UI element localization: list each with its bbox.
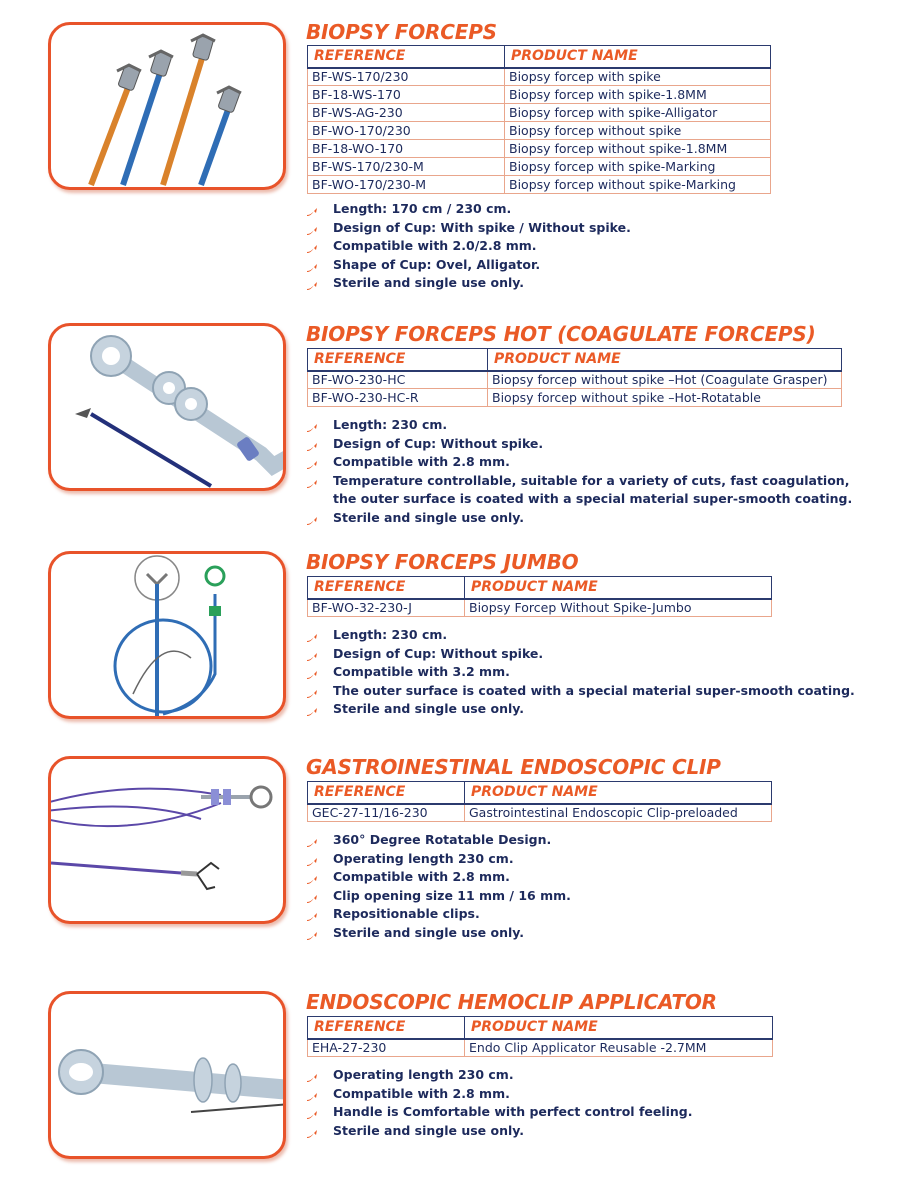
feature-text: Compatible with 2.8 mm. (333, 869, 510, 884)
feature-text: Length: 170 cm / 230 cm. (333, 201, 512, 216)
feature-text: Temperature controllable, suitable for a variety of cuts, fast coagulation, the outer surface is coated with a special material super-smooth coating. (333, 472, 853, 506)
list-item (306, 219, 631, 238)
reference-table (307, 348, 842, 407)
product-name-cell: Biopsy forcep with spike-Marking (505, 158, 771, 176)
reference-cell: BF-WS-AG-230 (308, 104, 505, 122)
product-name-cell: Biopsy forcep with spike-Alligator (505, 104, 771, 122)
list-item (306, 700, 855, 719)
feature-list (306, 831, 571, 942)
product-image-biopsy-forceps (48, 22, 286, 190)
product-image-endoscopic-clip (48, 756, 286, 924)
feature-text: Compatible with 3.2 mm. (333, 664, 510, 679)
feature-text: 360° Degree Rotatable Design. (333, 832, 552, 847)
bullet-arrow-icon (306, 909, 318, 919)
bullet-arrow-icon (306, 891, 318, 901)
product-name-cell: Biopsy forcep without spike –Hot-Rotatable (488, 389, 842, 407)
product-name-cell: Biopsy forcep with spike (505, 68, 771, 86)
list-item (306, 682, 855, 701)
list-item (306, 509, 876, 528)
reference-cell: GEC-27-11/16-230 (308, 804, 465, 822)
reference-cell: EHA-27-230 (308, 1039, 465, 1057)
table-row (308, 599, 772, 617)
reference-cell: BF-18-WO-170 (308, 140, 505, 158)
table-row (308, 122, 771, 140)
bullet-arrow-icon (306, 835, 318, 845)
bullet-arrow-icon (306, 420, 318, 430)
list-item (306, 831, 571, 850)
reference-cell: BF-WO-230-HC-R (308, 389, 488, 407)
list-item (306, 868, 571, 887)
table-row (308, 371, 842, 389)
bullet-arrow-icon (306, 872, 318, 882)
table-row (308, 86, 771, 104)
product-name-cell: Biopsy forcep without spike-Marking (505, 176, 771, 194)
feature-text: Sterile and single use only. (333, 701, 525, 716)
product-name-cell: Biopsy Forcep Without Spike-Jumbo (465, 599, 772, 617)
list-item (306, 905, 571, 924)
section-title: BIOPSY FORCEPS HOT (COAGULATE FORCEPS) (306, 322, 816, 346)
bullet-arrow-icon (306, 223, 318, 233)
list-item (306, 924, 571, 943)
feature-list (306, 626, 855, 719)
section-title: GASTROINESTINAL ENDOSCOPIC CLIP (306, 755, 721, 779)
bullet-arrow-icon (306, 704, 318, 714)
bullet-arrow-icon (306, 928, 318, 938)
list-item (306, 274, 631, 293)
bullet-arrow-icon (306, 278, 318, 288)
bullet-arrow-icon (306, 260, 318, 270)
list-item (306, 200, 631, 219)
bullet-arrow-icon (306, 686, 318, 696)
product-name-cell: Gastrointestinal Endoscopic Clip-preloaded (465, 804, 772, 822)
feature-text: Length: 230 cm. (333, 417, 448, 432)
feature-text: The outer surface is coated with a special material super-smooth coating. (333, 682, 855, 698)
list-item (306, 887, 571, 906)
list-item (306, 472, 876, 509)
table-row (308, 176, 771, 194)
feature-text: Compatible with 2.0/2.8 mm. (333, 238, 537, 253)
feature-text: Sterile and single use only. (333, 924, 525, 940)
bullet-arrow-icon (306, 439, 318, 449)
list-item (306, 850, 571, 869)
feature-text: Sterile and single use only. (333, 1122, 525, 1138)
list-item (306, 435, 876, 454)
feature-text: Compatible with 2.8 mm. (333, 1085, 510, 1101)
product-name-cell: Biopsy forcep with spike-1.8MM (505, 86, 771, 104)
table-row (308, 140, 771, 158)
reference-table (307, 45, 771, 194)
bullet-arrow-icon (306, 630, 318, 640)
feature-text: Design of Cup: With spike / Without spike. (333, 219, 631, 235)
bullet-arrow-icon (306, 204, 318, 214)
reference-cell: BF-18-WS-170 (308, 86, 505, 104)
reference-cell: BF-WO-170/230-M (308, 176, 505, 194)
table-row (308, 104, 771, 122)
reference-cell: BF-WO-32-230-J (308, 599, 465, 617)
bullet-arrow-icon (306, 1070, 318, 1080)
feature-text: Shape of Cup: Ovel, Alligator. (333, 256, 541, 272)
list-item (306, 256, 631, 275)
column-header-reference: REFERENCE (308, 349, 488, 371)
feature-list (306, 200, 631, 293)
list-item (306, 663, 855, 682)
product-name-cell: Biopsy forcep without spike (505, 122, 771, 140)
product-image-jumbo-forceps (48, 551, 286, 719)
product-name-cell: Biopsy forcep without spike-1.8MM (505, 140, 771, 158)
reference-cell: BF-WO-230-HC (308, 371, 488, 389)
bullet-arrow-icon (306, 476, 318, 486)
reference-cell: BF-WO-170/230 (308, 122, 505, 140)
section-title: ENDOSCOPIC HEMOCLIP APPLICATOR (306, 990, 717, 1014)
reference-cell: BF-WS-170/230-M (308, 158, 505, 176)
list-item (306, 1103, 693, 1122)
column-header-product-name: PRODUCT NAME (465, 1017, 773, 1039)
list-item (306, 237, 631, 256)
table-row (308, 1039, 773, 1057)
section-title: BIOPSY FORCEPS (306, 20, 497, 44)
feature-list (306, 416, 876, 527)
table-row (308, 158, 771, 176)
bullet-arrow-icon (306, 1089, 318, 1099)
reference-table (307, 1016, 773, 1057)
list-item (306, 416, 876, 435)
table-row (308, 804, 772, 822)
column-header-reference: REFERENCE (308, 1017, 465, 1039)
column-header-reference: REFERENCE (308, 577, 465, 599)
feature-text: Design of Cup: Without spike. (333, 645, 544, 661)
column-header-reference: REFERENCE (308, 782, 465, 804)
list-item (306, 453, 876, 472)
section-title: BIOPSY FORCEPS JUMBO (306, 550, 579, 574)
column-header-product-name: PRODUCT NAME (505, 46, 771, 68)
bullet-arrow-icon (306, 854, 318, 864)
product-image-hemoclip-applicator (48, 991, 286, 1159)
list-item (306, 645, 855, 664)
feature-text: Operating length 230 cm. (333, 850, 514, 866)
bullet-arrow-icon (306, 649, 318, 659)
product-name-cell: Biopsy forcep without spike –Hot (Coagulate Grasper) (488, 371, 842, 389)
bullet-arrow-icon (306, 667, 318, 677)
feature-text: Compatible with 2.8 mm. (333, 454, 510, 469)
feature-text: Design of Cup: Without spike. (333, 435, 544, 451)
reference-table (307, 576, 772, 617)
column-header-reference: REFERENCE (308, 46, 505, 68)
bullet-arrow-icon (306, 457, 318, 467)
feature-text: Length: 230 cm. (333, 627, 448, 642)
feature-text: Handle is Comfortable with perfect control feeling. (333, 1104, 693, 1119)
bullet-arrow-icon (306, 1126, 318, 1136)
column-header-product-name: PRODUCT NAME (488, 349, 842, 371)
feature-list (306, 1066, 693, 1140)
product-name-cell: Endo Clip Applicator Reusable -2.7MM (465, 1039, 773, 1057)
reference-table (307, 781, 772, 822)
list-item (306, 626, 855, 645)
product-image-hot-forceps (48, 323, 286, 491)
column-header-product-name: PRODUCT NAME (465, 782, 772, 804)
list-item (306, 1122, 693, 1141)
feature-text: Sterile and single use only. (333, 509, 525, 525)
list-item (306, 1085, 693, 1104)
bullet-arrow-icon (306, 513, 318, 523)
list-item (306, 1066, 693, 1085)
table-row (308, 389, 842, 407)
bullet-arrow-icon (306, 1107, 318, 1117)
feature-text: Repositionable clips. (333, 906, 480, 921)
feature-text: Sterile and single use only. (333, 275, 525, 290)
reference-cell: BF-WS-170/230 (308, 68, 505, 86)
column-header-product-name: PRODUCT NAME (465, 577, 772, 599)
table-row (308, 68, 771, 86)
feature-text: Clip opening size 11 mm / 16 mm. (333, 887, 571, 903)
bullet-arrow-icon (306, 241, 318, 251)
feature-text: Operating length 230 cm. (333, 1067, 514, 1082)
